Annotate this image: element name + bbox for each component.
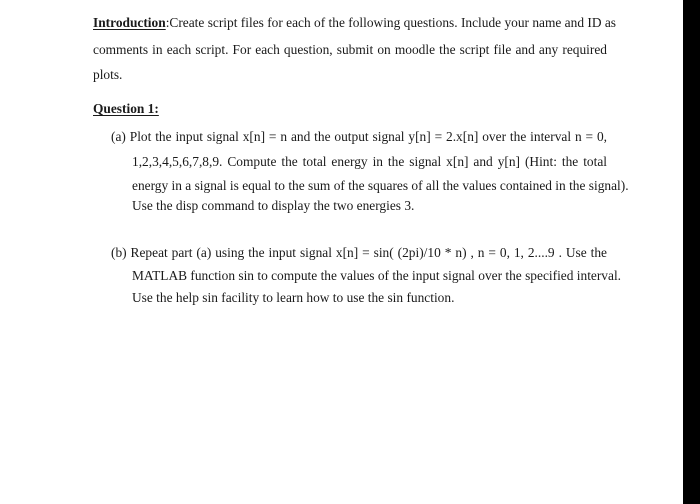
- intro-text-1: :Create script files for each of the following questions. Include your name and ID as: [165, 15, 616, 30]
- question-1-heading: Question 1:: [93, 101, 159, 116]
- intro-line-1: [93, 15, 616, 31]
- intro-heading: Introduction: [93, 15, 166, 30]
- intro-line-2: comments in each script. For each question, submit on moodle the script file and any required: [93, 42, 607, 57]
- part-b-line-2: MATLAB function sin to compute the values of the input signal over the specified interval.: [132, 268, 622, 283]
- part-a-line-4: Use the disp command to display the two energies 3.: [132, 198, 415, 213]
- part-b-line-3: Use the help sin facility to learn how to use the sin function.: [132, 290, 455, 305]
- part-b-line-1: (b) Repeat part (a) using the input signal x[n] = sin( (2pi)/10 * n) , n = 0, 1, 2....9 . Use the: [111, 245, 607, 260]
- part-a-line-3: energy in a signal is equal to the sum of the squares of all the values contained in the signal).: [132, 178, 629, 193]
- part-a-line-2: 1,2,3,4,5,6,7,8,9. Compute the total energy in the signal x[n] and y[n] (Hint: the total: [132, 154, 607, 169]
- intro-line-3: plots.: [93, 67, 123, 82]
- part-a-line-1: (a) Plot the input signal x[n] = n and the output signal y[n] = 2.x[n] over the interval n = 0,: [111, 129, 607, 144]
